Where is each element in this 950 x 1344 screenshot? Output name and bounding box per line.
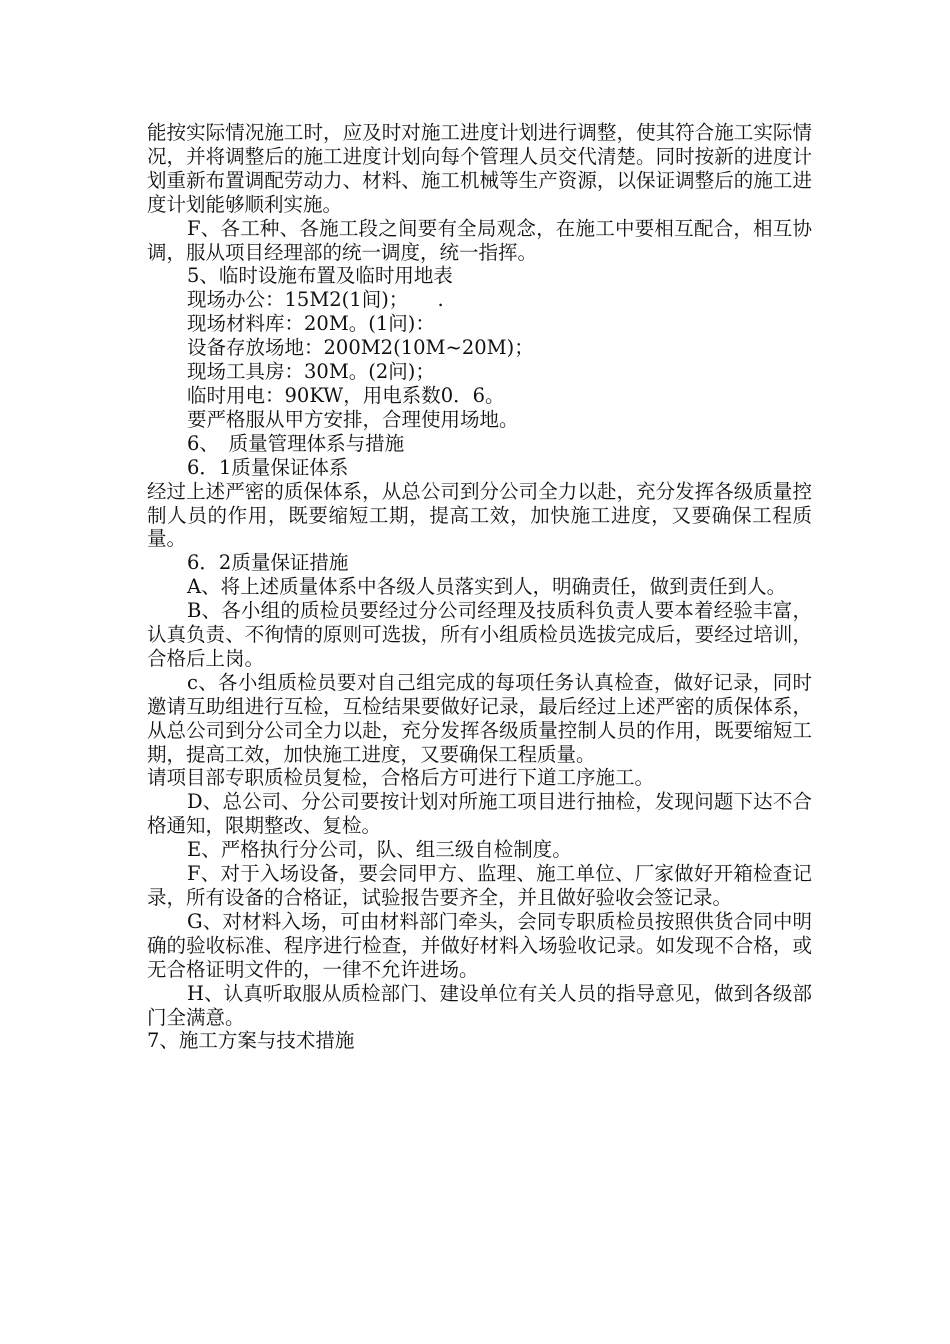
measure-g: G、对材料入场，可由材料部门牵头，会同专职质检员按照供货合同中明确的验收标准、程序进行检查，并做好材料入场验收记录。如发现不合格，或无合格证明文件的，一律不允许进场。 <box>147 909 812 981</box>
paragraph-quality-system: 经过上述严密的质保体系，从总公司到分公司全力以赴，充分发挥各级质量控制人员的作用，既要缩短工期，提高工效，加快施工进度，又要确保工程质量。 <box>147 479 812 551</box>
measure-h: H、认真听取服从质检部门、建设单位有关人员的指导意见，做到各级部门全满意。 <box>147 981 812 1029</box>
measure-c: c、各小组质检员要对自己组完成的每项任务认真检查，做好记录，同时邀请互助组进行互检，互检结果要做好记录，最后经过上述严密的质保体系，从总公司到分公司全力以赴，充分发挥各级质量控制人员的作用，既要缩短工期，提高工效，加快施工进度，又要确保工程质量。 <box>147 670 812 766</box>
paragraph-f-coordination: F、各工种、各施工段之间要有全局观念，在施工中要相互配合，相互协调，服从项目经理部的统一调度，统一指挥。 <box>147 216 812 264</box>
measure-e: E、严格执行分公司，队、组三级自检制度。 <box>187 838 572 862</box>
measure-b: B、各小组的质检员要经过分公司经理及技质科负责人要本着经验丰富，认真负责、不徇情的原则可选拔，所有小组质检员选拔完成后，要经过培训，合格后上岗。 <box>147 599 812 670</box>
heading-6-quality-management: 6、 质量管理体系与措施 <box>187 431 405 455</box>
facility-temporary-power: 临时用电：90KW，用电系数0．6。 <box>187 383 505 407</box>
facility-equipment-yard: 设备存放场地：200M2(10M~20M)； <box>187 336 534 360</box>
measure-d: D、总公司、分公司要按计划对所施工项目进行抽检，发现问题下达不合格通知，限期整改、复检。 <box>147 790 812 838</box>
facility-tool-room: 现场工具房：30M。(2问)； <box>187 360 435 384</box>
paragraph-recheck: 请项目部专职质检员复检，合格后方可进行下道工序施工。 <box>147 766 655 790</box>
document-body <box>147 121 812 1053</box>
facility-material-store: 现场材料库：20M。(1问)： <box>187 312 435 336</box>
measure-f: F、对于入场设备，要会同甲方、监理、施工单位、厂家做好开箱检查记录，所有设备的合格证，试验报告要齐全，并且做好验收会签记录。 <box>147 862 812 909</box>
measure-a: A、将上述质量体系中各级人员落实到人，明确责任，做到责任到人。 <box>187 575 787 599</box>
heading-7-construction-plan: 7、施工方案与技术措施 <box>147 1029 355 1053</box>
heading-6-2-quality-measures: 6．2质量保证措施 <box>187 551 349 575</box>
heading-6-1-quality-system: 6．1质量保证体系 <box>187 455 349 479</box>
facility-site-use-note: 要严格服从甲方安排，合理使用场地。 <box>187 407 519 431</box>
facility-office: 现场办公：15M2(1间)； . <box>187 288 444 312</box>
paragraph-schedule-adjustment: 能按实际情况施工时，应及时对施工进度计划进行调整，使其符合施工实际情况，并将调整后的施工进度计划向每个管理人员交代清楚。同时按新的进度计划重新布置调配劳动力、材料、施工机械等生产资源，以保证调整后的施工进度计划能够顺利实施。 <box>147 121 812 216</box>
heading-5-temporary-facilities: 5、临时设施布置及临时用地表 <box>187 264 453 288</box>
